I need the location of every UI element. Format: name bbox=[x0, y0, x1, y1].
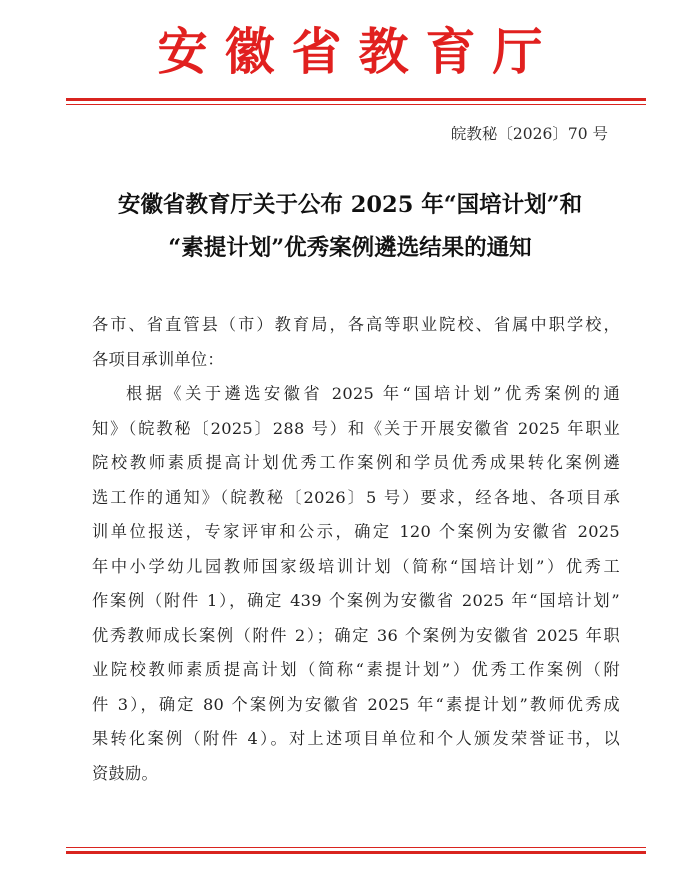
body-line: 训单位报送，专家评审和公示，确定 120 个案例为安徽省 2025 bbox=[92, 522, 620, 541]
document-title-line-1: 安徽省教育厅关于公布 2025 年“国培计划”和 bbox=[117, 192, 583, 218]
body-line: 年中小学幼儿园教师国家级培训计划（简称“国培计划”）优秀工 bbox=[92, 556, 620, 576]
document-title bbox=[70, 184, 630, 270]
document-body bbox=[92, 308, 620, 791]
document-title-line-2: “素提计划”优秀案例遴选结果的通知 bbox=[168, 235, 532, 261]
org-title: 安徽省教育厅 bbox=[157, 22, 560, 81]
header-rule-thick bbox=[66, 98, 646, 101]
body-line: 作案例（附件 1），确定 439 个案例为安徽省 2025 年“国培计划” bbox=[92, 591, 620, 610]
body-line: 果转化案例（附件 4）。对上述项目单位和个人颁发荣誉证书，以 bbox=[92, 729, 620, 748]
body-line: 业院校教师素质提高计划（简称“素提计划”）优秀工作案例（附 bbox=[92, 660, 620, 679]
footer-rule-thick bbox=[66, 851, 646, 854]
footer-rule-thin bbox=[66, 847, 646, 848]
body-line: 院校教师素质提高计划优秀工作案例和学员优秀成果转化案例遴 bbox=[92, 453, 620, 472]
body-line: 件 3），确定 80 个案例为安徽省 2025 年“素提计划”教师优秀成 bbox=[92, 694, 620, 714]
body-line: 优秀教师成长案例（附件 2）；确定 36 个案例为安徽省 2025 年职 bbox=[92, 625, 620, 645]
body-line: 各市、省直管县（市）教育局，各高等职业院校、省属中职学校， bbox=[92, 315, 620, 334]
body-line: 资鼓励。 bbox=[92, 763, 158, 783]
document-number: 皖教秘〔2026〕70 号 bbox=[450, 125, 608, 143]
header-rule-thin bbox=[66, 104, 646, 105]
body-line: 根据《关于遴选安徽省 2025 年“国培计划”优秀案例的通 bbox=[126, 384, 620, 403]
body-line: 知》（皖教秘〔2025〕288 号）和《关于开展安徽省 2025 年职业 bbox=[92, 418, 620, 438]
body-line: 各项目承训单位： bbox=[92, 349, 224, 369]
body-line: 选工作的通知》（皖教秘〔2026〕5 号）要求，经各地、各项目承 bbox=[92, 487, 620, 507]
